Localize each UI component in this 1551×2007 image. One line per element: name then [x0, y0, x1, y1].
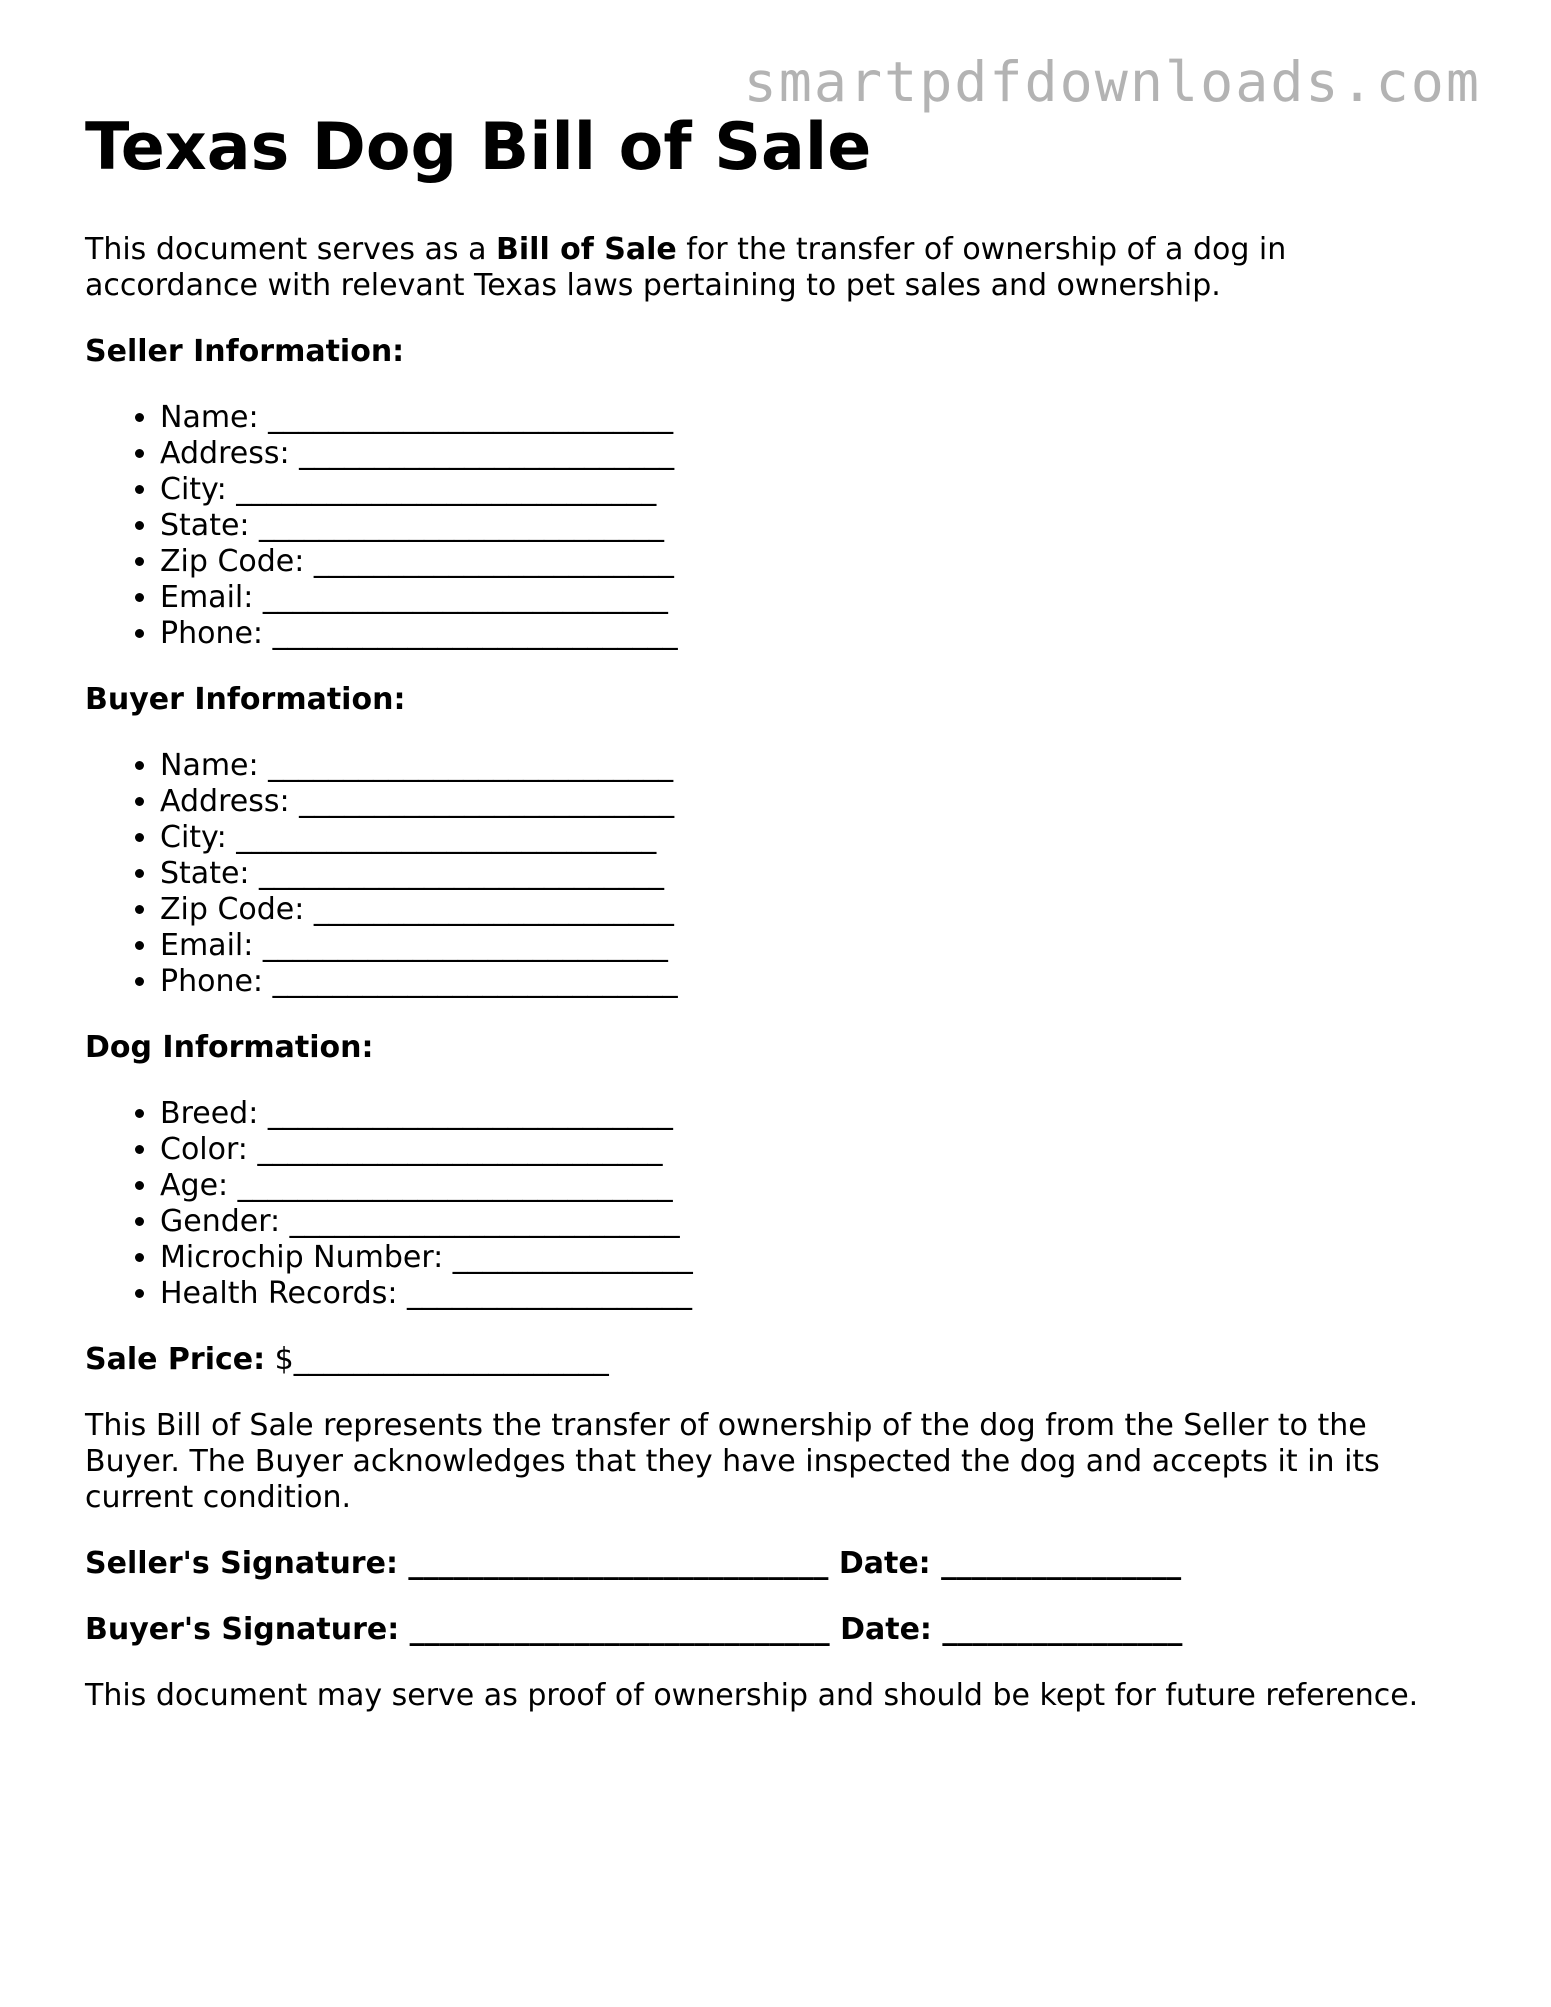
buyer-zip-field[interactable]: • Zip Code: ________________________ — [160, 892, 1465, 928]
dog-health-records-field[interactable]: • Health Records: ___________________ — [160, 1276, 1465, 1312]
seller-name-field[interactable]: • Name: ___________________________ — [160, 400, 1465, 436]
intro-text-before: This document serves as a — [85, 232, 497, 267]
seller-zip-field[interactable]: • Zip Code: ________________________ — [160, 544, 1465, 580]
seller-field-list — [85, 400, 1465, 652]
dog-field-list — [85, 1096, 1465, 1312]
intro-text-after: for the transfer of ownership of a dog in accordance with relevant Texas laws pertaining to pet sales and ownership. — [85, 232, 1287, 303]
seller-signature-line[interactable]: Seller's Signature: ____________________________ Date: ________________ — [85, 1546, 1182, 1581]
buyer-email-field[interactable]: • Email: ___________________________ — [160, 928, 1465, 964]
seller-address-field[interactable]: • Address: _________________________ — [160, 436, 1465, 472]
document-page — [85, 108, 1465, 1714]
buyer-phone-field[interactable]: • Phone: ___________________________ — [160, 964, 1465, 1000]
seller-email-field[interactable]: • Email: ___________________________ — [160, 580, 1465, 616]
buyer-city-field[interactable]: • City: ____________________________ — [160, 820, 1465, 856]
buyer-state-field[interactable]: • State: ___________________________ — [160, 856, 1465, 892]
buyer-name-field[interactable]: • Name: ___________________________ — [160, 748, 1465, 784]
intro-text-bold: Bill of Sale — [496, 232, 677, 267]
dog-age-field[interactable]: • Age: _____________________________ — [160, 1168, 1465, 1204]
sale-price-label: Sale Price: — [85, 1342, 266, 1377]
seller-phone-field[interactable]: • Phone: ___________________________ — [160, 616, 1465, 652]
sale-price-line — [85, 1342, 1465, 1378]
watermark: smartpdfdownloads.com — [743, 50, 1481, 114]
seller-city-field[interactable]: • City: ____________________________ — [160, 472, 1465, 508]
dog-section-heading: Dog Information: — [85, 1030, 374, 1065]
closing-note: This document may serve as proof of ownership and should be kept for future reference. — [85, 1678, 1419, 1713]
buyer-field-list — [85, 748, 1465, 1000]
dog-gender-field[interactable]: • Gender: __________________________ — [160, 1204, 1465, 1240]
page-title: Texas Dog Bill of Sale — [85, 110, 872, 185]
sale-price-field[interactable]: $_____________________ — [265, 1342, 609, 1377]
intro-paragraph — [85, 232, 1465, 304]
seller-state-field[interactable]: • State: ___________________________ — [160, 508, 1465, 544]
seller-section-heading: Seller Information: — [85, 334, 405, 369]
buyer-address-field[interactable]: • Address: _________________________ — [160, 784, 1465, 820]
buyer-signature-line[interactable]: Buyer's Signature: ____________________________ Date: ________________ — [85, 1612, 1183, 1647]
dog-microchip-field[interactable]: • Microchip Number: ________________ — [160, 1240, 1465, 1276]
buyer-section-heading: Buyer Information: — [85, 682, 406, 717]
dog-color-field[interactable]: • Color: ___________________________ — [160, 1132, 1465, 1168]
dog-breed-field[interactable]: • Breed: ___________________________ — [160, 1096, 1465, 1132]
transfer-statement: This Bill of Sale represents the transfer of ownership of the dog from the Seller to the Buyer. The Buyer acknowledges that they have inspected the dog and accepts it in its current condition. — [85, 1408, 1380, 1515]
